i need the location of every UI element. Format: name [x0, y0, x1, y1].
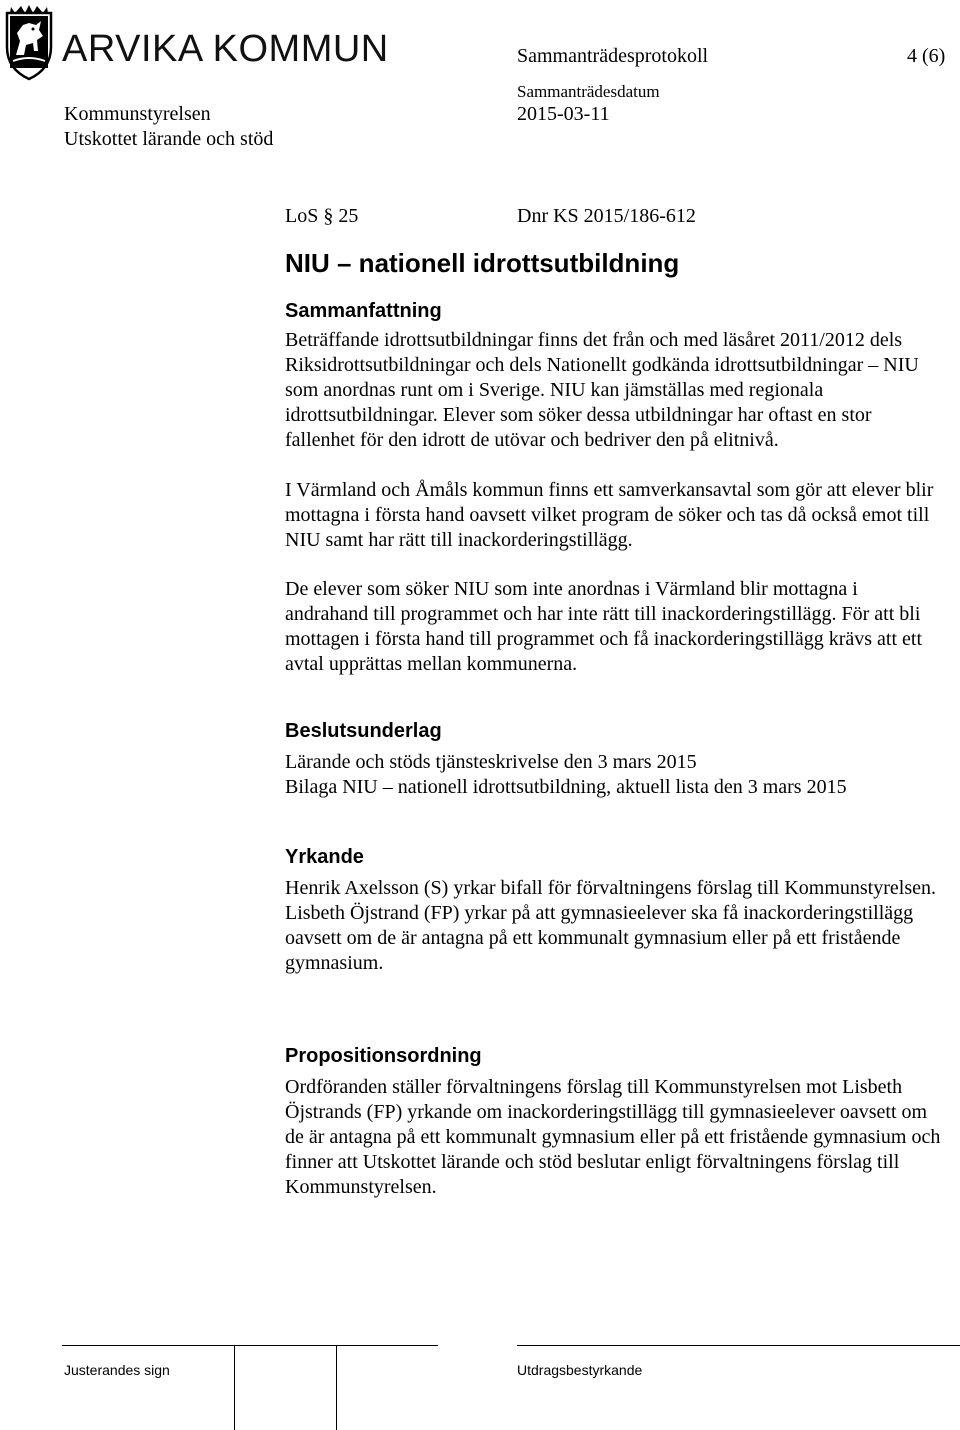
- admission-paragraph: De elever som söker NIU som inte anordnas i Värmland blir mottagna i andrahand till programmet och har inte rätt till inackorderingstillägg. För att bli mottagen i första hand till programmet och få inackorderingstillägg krävs att ett avtal upprättas mellan kommunerna.: [285, 578, 923, 675]
- basis-list: [285, 750, 945, 800]
- proposal-item: Lisbeth Öjstrand (FP) yrkar på att gymnasieelever ska få inackorderingstillägg oavsett om de är antagna på ett kommunalt gymnasium eller på ett fristående gymnasium.: [285, 902, 914, 974]
- footer-divider: [517, 1345, 960, 1346]
- summary-paragraph: Beträffande idrottsutbildningar finns det från och med läsåret 2011/2012 dels Riksidrottsutbildningar och dels Nationellt godkända idrottsutbildningar – NIU som anordnas runt om i Sverige. NIU kan jämställas med regionala idrottsutbildningar. Elever som söker dessa utbildningar har oftast en stor fallenhet för den idrott de utövar och bedriver den på elitnivå.: [285, 329, 919, 451]
- brand-name: ARVIKA KOMMUN: [62, 28, 389, 70]
- agreement-paragraph: I Värmland och Åmåls kommun finns ett samverkansavtal som gör att elever blir mottagna i första hand oavsett vilket program de söker och tas då också emot till NIU samt har rätt till inackorderingstillägg.: [285, 479, 934, 551]
- order-heading: Propositionsordning: [285, 1045, 482, 1067]
- meeting-date: 2015-03-11: [517, 103, 610, 125]
- arvika-coat-of-arms-icon: [3, 3, 55, 83]
- basis-item: Bilaga NIU – nationell idrottsutbildning, aktuell lista den 3 mars 2015: [285, 776, 847, 798]
- meeting-date-label: Sammanträdesdatum: [517, 82, 660, 101]
- registration-number: Dnr KS 2015/186-612: [517, 205, 696, 227]
- page-title: NIU – nationell idrottsutbildning: [285, 248, 680, 278]
- proposal-list: [285, 876, 945, 976]
- proposal-item: Henrik Axelsson (S) yrkar bifall för förvaltningens förslag till Kommunstyrelsen.: [285, 877, 936, 899]
- order-paragraph: Ordföranden ställer förvaltningens förslag till Kommunstyrelsen mot Lisbeth Öjstrands (FP) yrkande om inackorderingstillägg till gymnasieelever oavsett om de är antagna på ett kommunalt gymnasium eller på ett fristående gymnasium och finner att Utskottet lärande och stöd beslutar enligt förvaltningens förslag till Kommunstyrelsen.: [285, 1076, 941, 1198]
- summary-heading: Sammanfattning: [285, 300, 442, 322]
- sign-label: Justerandes sign: [64, 1362, 170, 1378]
- basis-heading: Beslutsunderlag: [285, 720, 442, 742]
- proposal-heading: Yrkande: [285, 846, 364, 868]
- signature-box-divider: [234, 1346, 235, 1430]
- page-number: 4 (6): [907, 45, 946, 67]
- signature-box-divider: [336, 1346, 337, 1430]
- footer-divider: [62, 1345, 438, 1346]
- extract-label: Utdragsbestyrkande: [517, 1362, 643, 1378]
- committee-name: Utskottet lärande och stöd: [64, 128, 274, 150]
- case-id: LoS § 25: [285, 205, 359, 227]
- basis-item: Lärande och stöds tjänsteskrivelse den 3 mars 2015: [285, 751, 697, 773]
- organization: Kommunstyrelsen: [64, 103, 211, 125]
- document-type: Sammanträdesprotokoll: [517, 45, 709, 67]
